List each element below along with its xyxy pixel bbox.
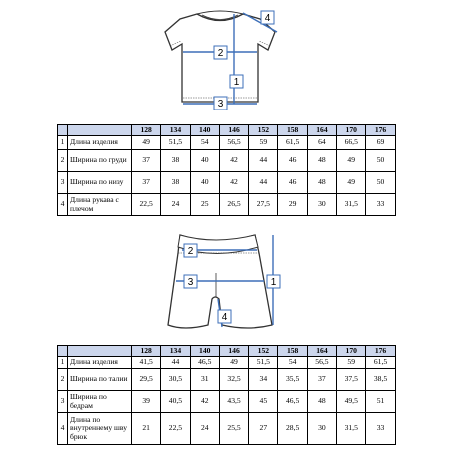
- header-empty-cell: [68, 346, 132, 357]
- table-cell: 54: [190, 136, 219, 150]
- size-header: 128: [132, 125, 161, 136]
- table-cell: 38: [161, 172, 190, 194]
- table-cell: 48: [307, 172, 336, 194]
- measurement-name: Ширина по бедрам: [68, 391, 132, 413]
- table-cell: 48: [307, 150, 336, 172]
- measurement-name: Длина изделия: [68, 357, 132, 369]
- table-cell: 29: [278, 194, 307, 216]
- table-cell: 50: [366, 150, 395, 172]
- table-cell: 46,5: [190, 357, 219, 369]
- table-row: [58, 172, 396, 194]
- table-cell: 37: [307, 369, 336, 391]
- table-cell: 31,5: [337, 194, 366, 216]
- table-cell: 33: [366, 194, 395, 216]
- shirt-marker-3-label: 3: [217, 99, 224, 110]
- row-index: 3: [58, 391, 68, 413]
- row-index: 4: [58, 194, 68, 216]
- table-row: [58, 150, 396, 172]
- table-cell: 46: [278, 172, 307, 194]
- header-empty-cell: [58, 125, 68, 136]
- table-row: [58, 357, 396, 369]
- table-cell: 49: [219, 357, 248, 369]
- shorts-marker-3-label: 3: [187, 277, 194, 288]
- measurement-name: Длина изделия: [68, 136, 132, 150]
- table-row: [58, 194, 396, 216]
- row-index: 2: [58, 150, 68, 172]
- size-header: 128: [132, 346, 161, 357]
- header-empty-cell: [58, 346, 68, 357]
- shorts-size-diagram: [160, 225, 300, 337]
- table-cell: 64: [307, 136, 336, 150]
- table-cell: 22,5: [161, 413, 190, 445]
- size-header: 146: [219, 125, 248, 136]
- table-cell: 30,5: [161, 369, 190, 391]
- size-header: 140: [190, 125, 219, 136]
- size-header: 176: [366, 346, 395, 357]
- table-cell: 31,5: [337, 413, 366, 445]
- table-cell: 24: [190, 413, 219, 445]
- table-cell: 37: [132, 172, 161, 194]
- table-cell: 49: [132, 136, 161, 150]
- table-cell: 46,5: [278, 391, 307, 413]
- table-cell: 21: [132, 413, 161, 445]
- table-cell: 27: [249, 413, 278, 445]
- table-cell: 50: [366, 172, 395, 194]
- shirt-marker-1-label: 1: [233, 77, 240, 88]
- table-cell: 31: [190, 369, 219, 391]
- table-cell: 44: [249, 172, 278, 194]
- table-cell: 56,5: [307, 357, 336, 369]
- table-cell: 42: [219, 150, 248, 172]
- table-cell: 32,5: [219, 369, 248, 391]
- size-header: 176: [366, 125, 395, 136]
- size-header: 134: [161, 125, 190, 136]
- table-cell: 28,5: [278, 413, 307, 445]
- table-cell: 29,5: [132, 369, 161, 391]
- table-cell: 51: [366, 391, 395, 413]
- table-cell: 61,5: [278, 136, 307, 150]
- measurement-name: Ширина по груди: [68, 150, 132, 172]
- table-cell: 51,5: [249, 357, 278, 369]
- size-header: 152: [249, 346, 278, 357]
- table-row: [58, 369, 396, 391]
- table-cell: 26,5: [219, 194, 248, 216]
- shorts-marker-2-label: 2: [187, 246, 194, 257]
- tshirt-size-table: [57, 124, 396, 216]
- table-cell: 40,5: [161, 391, 190, 413]
- size-header: 170: [337, 125, 366, 136]
- table-cell: 30: [307, 194, 336, 216]
- row-index: 1: [58, 357, 68, 369]
- table-cell: 54: [278, 357, 307, 369]
- table-cell: 34: [249, 369, 278, 391]
- row-index: 2: [58, 369, 68, 391]
- table-cell: 38,5: [366, 369, 395, 391]
- size-header: 158: [278, 346, 307, 357]
- measurement-name: Ширина по низу: [68, 172, 132, 194]
- size-header: 152: [249, 125, 278, 136]
- table-cell: 38: [161, 150, 190, 172]
- size-header: 140: [190, 346, 219, 357]
- table-cell: 44: [249, 150, 278, 172]
- table-cell: 56,5: [219, 136, 248, 150]
- measurement-name: Длина рукава с плечом: [68, 194, 132, 216]
- table-cell: 49,5: [337, 391, 366, 413]
- shorts-size-table: [57, 345, 396, 445]
- table-cell: 49: [337, 150, 366, 172]
- table-cell: 27,5: [249, 194, 278, 216]
- table-cell: 45: [249, 391, 278, 413]
- table-cell: 61,5: [366, 357, 395, 369]
- table-cell: 40: [190, 172, 219, 194]
- table-cell: 37,5: [337, 369, 366, 391]
- table-cell: 25: [190, 194, 219, 216]
- table-row: [58, 391, 396, 413]
- row-index: 3: [58, 172, 68, 194]
- row-index: 4: [58, 413, 68, 445]
- table-cell: 44: [161, 357, 190, 369]
- table-row: [58, 136, 396, 150]
- table-cell: 30: [307, 413, 336, 445]
- table-cell: 39: [132, 391, 161, 413]
- table-cell: 33: [366, 413, 395, 445]
- table-cell: 35,5: [278, 369, 307, 391]
- table-cell: 49: [337, 172, 366, 194]
- table-cell: 59: [249, 136, 278, 150]
- table-cell: 66,5: [337, 136, 366, 150]
- table-header-row: [58, 125, 396, 136]
- table-cell: 42: [219, 172, 248, 194]
- shorts-marker-1-label: 1: [270, 277, 277, 288]
- table-cell: 24: [161, 194, 190, 216]
- table-row: [58, 413, 396, 445]
- measurement-name: Ширина по талии: [68, 369, 132, 391]
- table-cell: 25,5: [219, 413, 248, 445]
- size-header: 158: [278, 125, 307, 136]
- size-header: 164: [307, 125, 336, 136]
- table-cell: 48: [307, 391, 336, 413]
- size-header: 134: [161, 346, 190, 357]
- table-cell: 37: [132, 150, 161, 172]
- shirt-marker-4-label: 4: [264, 13, 271, 24]
- shorts-marker-4-label: 4: [221, 312, 228, 323]
- row-index: 1: [58, 136, 68, 150]
- measurement-name: Длина по внутреннему шву брюк: [68, 413, 132, 445]
- table-cell: 40: [190, 150, 219, 172]
- shirt-marker-2-label: 2: [217, 48, 224, 59]
- table-cell: 41,5: [132, 357, 161, 369]
- size-header: 146: [219, 346, 248, 357]
- table-cell: 69: [366, 136, 395, 150]
- header-empty-cell: [68, 125, 132, 136]
- table-cell: 46: [278, 150, 307, 172]
- table-cell: 59: [337, 357, 366, 369]
- table-cell: 42: [190, 391, 219, 413]
- size-header: 164: [307, 346, 336, 357]
- size-header: 170: [337, 346, 366, 357]
- table-cell: 22,5: [132, 194, 161, 216]
- table-header-row: [58, 346, 396, 357]
- table-cell: 51,5: [161, 136, 190, 150]
- table-cell: 43,5: [219, 391, 248, 413]
- tshirt-size-diagram: [150, 2, 290, 110]
